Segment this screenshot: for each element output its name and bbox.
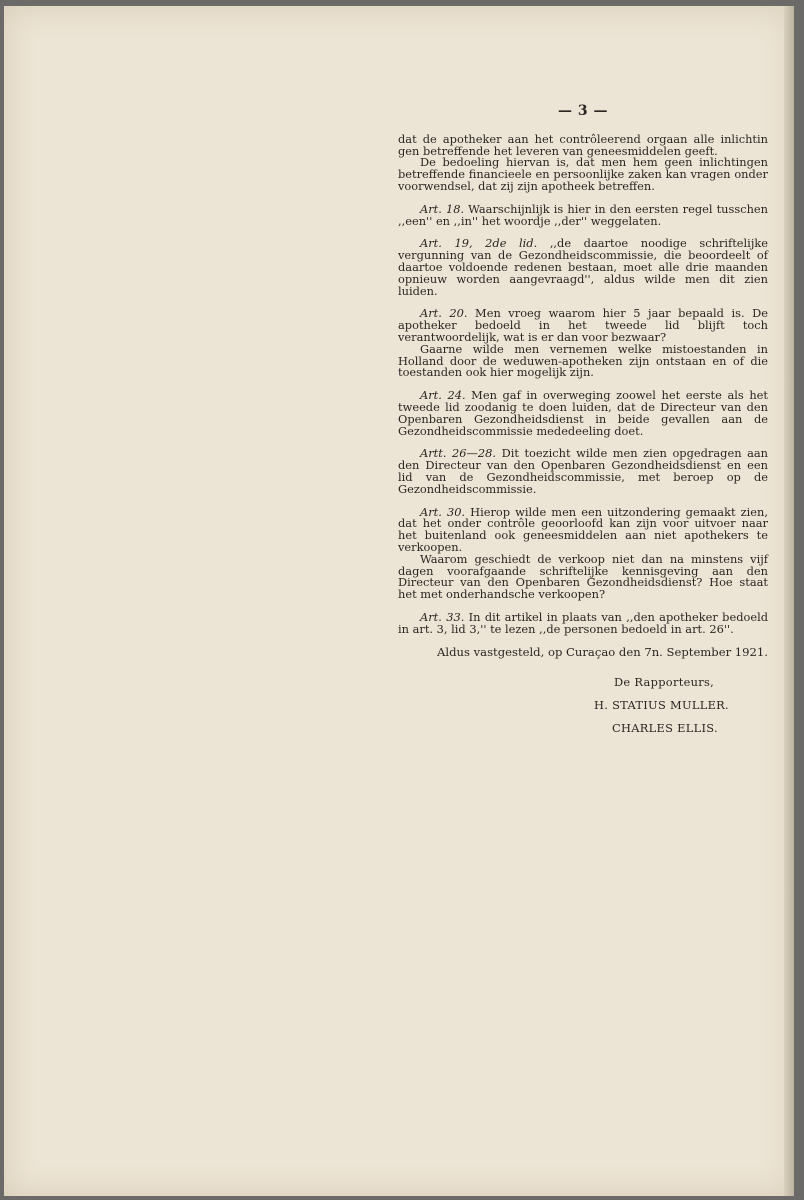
article-ref: Art. 18. <box>420 201 465 216</box>
signatory-name: CHARLES ELLIS. <box>612 721 718 736</box>
signatories-label: De Rapporteurs, <box>614 675 715 690</box>
article-ref: Art. 19, 2de lid. <box>420 236 538 251</box>
article-text: ,,de daartoe noodige schriftelijke vergunning van de Gezondheidscommissie, die beoordeelt of daartoe voldoende redenen bestaan, moet alle drie maanden opnieuw worden aangevraagd'', aldus wilde men dit zien luiden. <box>398 236 768 298</box>
article-30-extra: Waarom geschiedt de verkoop niet dan na minstens vijf dagen voorafgaande schriftelijke kennisgeving aan den Directeur van den Openbaren Gezondheidsdienst? Hoe staat het met onderhandsche verkoopen? <box>398 551 768 602</box>
article-20-extra: Gaarne wilde men vernemen welke mistoestanden in Holland door de weduwen-apotheken zijn ontstaan en of die toestanden ook hier mogelijk zijn. <box>398 341 768 380</box>
article-24 <box>398 390 768 437</box>
intro-paragraph-1: dat de apotheker aan het contrôleerend orgaan alle inlichtin gen betreffende het leveren van geneesmiddelen geeft. <box>398 131 768 158</box>
text-column <box>398 103 769 740</box>
article-ref: Art. 24. <box>420 388 466 403</box>
article-20 <box>398 308 768 343</box>
intro-paragraph-2: De bedoeling hiervan is, dat men hem geen inlichtingen betreffende financieele en persoonlijke zaken kan vragen onder voorwendsel, dat zij zijn apotheek betreffen. <box>398 155 768 193</box>
article-text: Hierop wilde men een uitzondering gemaakt zien, dat het onder contrôle geoorloofd kan zijn voor uitvoer naar het buitenland ook geneesmiddelen aan niet apothekers te verkoopen. <box>398 504 768 554</box>
signatories-block <box>594 671 768 740</box>
signatory-name: H. STATIUS MULLER. <box>594 698 729 713</box>
article-text: Dit toezicht wilde men zien opgedragen aan den Directeur van den Openbaren Gezondheidsdienst en een lid van de Gezondheidscommissie, met beroep op de Gezondheidscommissie. <box>398 446 768 496</box>
article-ref: Art. 30. <box>420 504 466 519</box>
article-30 <box>398 504 768 554</box>
article-ref: Art. 20. <box>420 306 468 321</box>
article-26-28 <box>398 448 768 495</box>
page-number: — 3 — <box>558 103 608 119</box>
article-text: Waarschijnlijk is hier in den eersten regel tusschen ,,een'' en ,,in'' het woordje ,,der'' weggelaten. <box>398 201 768 228</box>
article-33 <box>398 609 769 636</box>
article-text: In dit artikel in plaats van ,,den apotheker bedoeld in art. 3, lid 3,'' te lezen ,,de personen bedoeld in art. 26''. <box>398 609 769 636</box>
article-ref: Artt. 26—28. <box>420 446 496 461</box>
article-19 <box>398 238 768 297</box>
closing-statement: Aldus vastgesteld, op Curaçao den 7n. September 1921. <box>437 645 768 660</box>
document-page <box>4 6 794 1196</box>
article-18 <box>398 201 768 228</box>
article-text: Men vroeg waarom hier 5 jaar bepaald is. De apotheker bedoeld in het tweede lid blijft toch verantwoordelijk, wat is er dan voor bezwaar? <box>398 306 768 344</box>
article-ref: Art. 33. <box>420 609 465 624</box>
page-edge <box>784 6 794 1196</box>
article-text: Men gaf in overweging zoowel het eerste als het tweede lid zoodanig te doen luiden, dat de Directeur van den Openbaren Gezondheidsdienst in beide gevallen aan de Gezondheidscommissie mededeeling doet. <box>398 388 768 438</box>
